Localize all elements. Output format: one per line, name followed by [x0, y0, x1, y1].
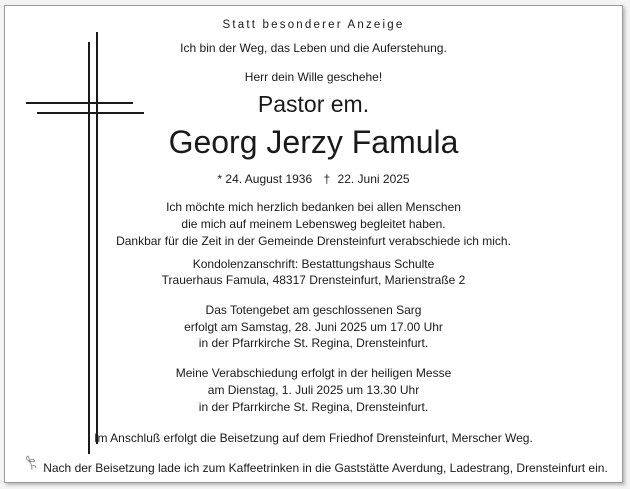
flower-icon: [23, 454, 41, 472]
burial-line: Im Anschluß erfolgt die Beisetzung auf dem Friedhof Drensteinfurt, Merscher Weg.: [94, 431, 533, 445]
condolence-line-2: Trauerhaus Famula, 48317 Drensteinfurt, Marienstraße 2: [161, 273, 466, 287]
prayer-line: Herr dein Wille geschehe!: [244, 70, 383, 84]
life-dates: [5, 172, 622, 187]
mass-line-1: Meine Verabschiedung erfolgt in der heiligen Messe: [175, 366, 452, 380]
death-date: 22. Juni 2025: [337, 172, 410, 186]
obituary-notice: [4, 5, 623, 483]
prayer-service-line-1: Das Totengebet am geschlossenen Sarg: [205, 303, 422, 317]
mass-line-3: in der Pfarrkirche St. Regina, Drensteinfurt.: [198, 400, 429, 414]
thanks-line-2: die mich auf meinem Lebensweg begleitet haben.: [181, 217, 446, 231]
birth-date: * 24. August 1936: [217, 172, 313, 186]
condolence-line-1: Kondolenzanschrift: Bestattungshaus Schulte: [192, 257, 435, 271]
deceased-title: Pastor em.: [257, 91, 370, 117]
mass-line-2: am Dienstag, 1. Juli 2025 um 13.30 Uhr: [207, 383, 420, 397]
death-symbol: †: [323, 172, 331, 186]
notice-header: Statt besonderer Anzeige: [222, 19, 405, 31]
bible-verse: Ich bin der Weg, das Leben und die Auferstehung.: [180, 41, 447, 55]
thanks-line-1: Ich möchte mich herzlich bedanken bei allen Menschen: [166, 200, 461, 214]
prayer-service-line-2: erfolgt am Samstag, 28. Juni 2025 um 17.00 Uhr: [184, 320, 443, 334]
prayer-service-line-3: in der Pfarrkirche St. Regina, Drensteinfurt.: [198, 336, 429, 350]
coffee-line: Nach der Beisetzung lade ich zum Kaffeetrinken in die Gaststätte Averdung, Ladestrang, Drensteinfurt ein.: [43, 461, 608, 475]
deceased-name: Georg Jerzy Famula: [168, 124, 459, 160]
thanks-line-3: Dankbar für die Zeit in der Gemeinde Drensteinfurt verabschiede ich mich.: [116, 234, 511, 248]
